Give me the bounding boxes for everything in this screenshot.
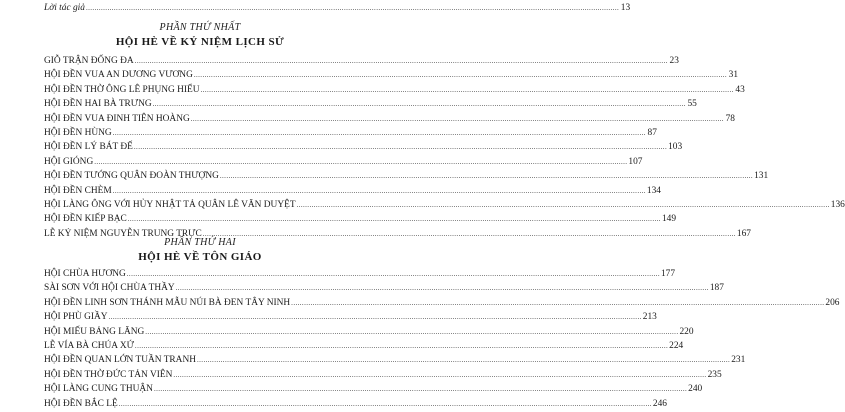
- toc-entry-page: 103: [668, 142, 683, 153]
- toc-entry-page: 177: [660, 269, 676, 279]
- toc-entry-page: 149: [661, 214, 676, 225]
- toc-entry-title: GIỖ TRẬN ĐỐNG ĐA: [44, 56, 134, 66]
- toc-entry-title: HỘI ĐỀN TƯỚNG QUÂN ĐOÀN THƯỢNG: [44, 171, 219, 182]
- toc-entry-title: HỘI MIẾU BẢNG LĂNG: [44, 326, 145, 337]
- toc-entry-title: LỄ KỶ NIỆM NGUYỄN TRUNG TRỰC: [44, 228, 202, 239]
- toc-entry-title: HỘI ĐỀN THỜ ÔNG LÊ PHỤNG HIỂU: [44, 84, 200, 95]
- toc-entry-title: HỘI LÀNG ÔNG VỚI HỦY NHẬT TẢ QUÂN LÊ VĂN DUYỆT: [44, 200, 296, 210]
- part1-title: HỘI HÈ VỀ KỶ NIỆM LỊCH SỬ: [115, 36, 285, 48]
- toc-entry-title: HỘI ĐỀN BẮC LỆ: [44, 398, 118, 409]
- toc-entry-page: 78: [725, 113, 735, 124]
- toc-entry-title: HỘI ĐỀN HAI BÀ TRƯNG: [44, 99, 152, 110]
- dot-leader: [119, 396, 652, 412]
- toc-entry-page: 107: [628, 156, 643, 167]
- toc-entry-title: HỘI ĐỀN THỜ ĐỨC TẢN VIÊN: [44, 369, 173, 380]
- toc-entry: [44, 396, 667, 412]
- toc-entry-title: HỘI ĐỀN HÙNG: [44, 128, 112, 138]
- toc-entry-title: HỘI ĐỀN VUA ĐINH TIÊN HOÀNG: [44, 113, 190, 124]
- toc-entry-page: 43: [735, 84, 745, 95]
- toc-entry-title: HỘI ĐỀN LINH SƠN THÁNH MẪU NÚI BÀ ĐEN TÂY NINH: [44, 297, 291, 308]
- toc-entry-title: HỘI ĐỀN KIẾP BẠC: [44, 214, 127, 225]
- toc-entry-page: 136: [830, 200, 845, 210]
- toc-entry-title: HỘI LÀNG CUNG THUẬN: [44, 384, 153, 395]
- toc-entry-title: HỘI GIÓNG: [44, 156, 94, 167]
- toc-entry-title: HỘI ĐỀN QUAN LỚN TUẦN TRANH: [44, 355, 196, 366]
- toc-entry-page: 187: [709, 283, 724, 294]
- toc-entry-page: 23: [669, 56, 679, 66]
- toc-entry-title: HỘI ĐỀN VUA AN DƯƠNG VƯƠNG: [44, 70, 193, 81]
- toc-entry-title: HỘI ĐỀN LÝ BÁT ĐẾ: [44, 142, 133, 153]
- toc-entry-page: 231: [731, 355, 746, 366]
- toc-entry-title: LỄ VÍA BÀ CHÚA XỨ: [44, 341, 134, 351]
- toc-entry-page: 246: [652, 398, 667, 409]
- toc-entry-page: 206: [825, 297, 840, 308]
- toc-entry-page: 31: [728, 70, 739, 81]
- toc-entry-title: HỘI PHÙ GIẦY: [44, 312, 108, 323]
- toc-entry-page: 13: [620, 3, 631, 13]
- toc-entry-page: 240: [688, 384, 703, 395]
- toc-entry-title: HỘI CHÙA HƯƠNG: [44, 269, 126, 279]
- toc-entry-page: 87: [647, 128, 657, 138]
- toc-entry-title: HỘI ĐỀN CHÈM: [44, 185, 112, 196]
- toc-entry-intro: [44, 0, 631, 16]
- dot-leader: [86, 0, 619, 16]
- toc-entry-title: Lời tác giả: [44, 3, 85, 13]
- toc-entry-page: 235: [707, 369, 722, 380]
- part2-label: PHẦN THỨ HAI: [164, 237, 236, 248]
- toc-entry-page: 134: [646, 185, 661, 196]
- toc-entry-page: 55: [687, 99, 697, 110]
- toc-entry-page: 167: [736, 228, 751, 239]
- toc-entry-page: 224: [669, 341, 684, 351]
- toc-entry-page: 220: [679, 326, 694, 337]
- part2-title: HỘI HÈ VỀ TÔN GIÁO: [138, 251, 262, 263]
- toc-entry-page: 131: [754, 171, 769, 182]
- toc-entry-title: SÀI SƠN VỚI HỘI CHÙA THẦY: [44, 283, 175, 294]
- toc-entry-page: 213: [642, 312, 657, 323]
- part1-label: PHẦN THỨ NHẤT: [159, 22, 241, 33]
